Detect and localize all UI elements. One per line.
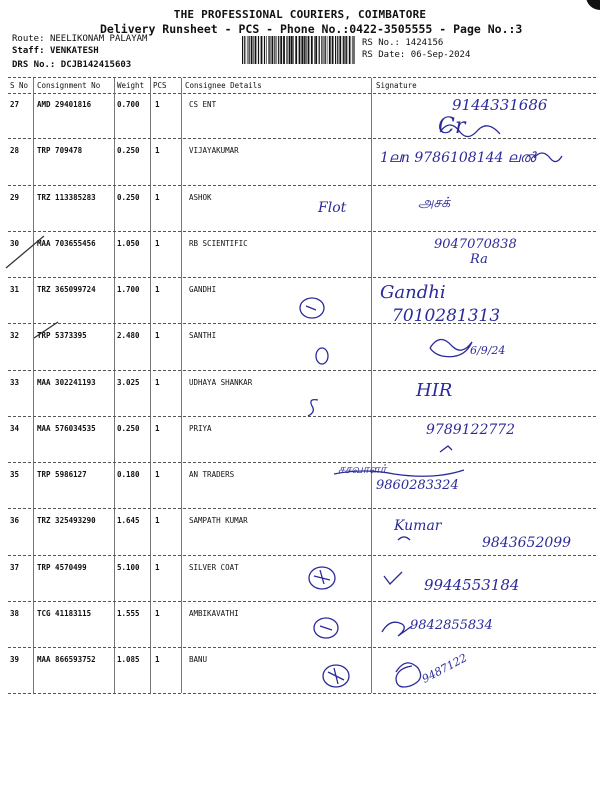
handwriting-phone-38: 9842855834 xyxy=(410,618,493,633)
ink-swirl-27 xyxy=(440,125,500,137)
row-sno: 36 xyxy=(10,516,20,526)
handwriting-sign-36: Kumar xyxy=(394,518,442,534)
ink-wave-35 xyxy=(334,470,464,476)
handwriting-phone-35: 9860283324 xyxy=(376,478,459,493)
company-name: THE PROFESSIONAL COURIERS, COIMBATORE xyxy=(173,8,427,21)
row-weight: 0.250 xyxy=(117,146,140,156)
handwriting-sign-28: 1ലn 9786108144 ലൽ xyxy=(380,150,536,166)
circle-dot-31 xyxy=(306,306,316,310)
row-consignee: ASHOK xyxy=(189,192,212,202)
ink-scribble-39 xyxy=(396,663,421,687)
circle-cross-37 xyxy=(314,570,330,584)
ink-hook-33 xyxy=(308,400,318,416)
rs-date-value: 06-Sep-2024 xyxy=(410,50,471,60)
row-consignee: PRIYA xyxy=(189,423,212,433)
row-weight: 1.645 xyxy=(117,516,140,526)
row-weight: 0.250 xyxy=(117,192,140,202)
row-pcs: 1 xyxy=(155,192,160,202)
route-label: Route: xyxy=(12,34,45,44)
row-consignment: TRZ 325493290 xyxy=(37,516,96,526)
handwriting-phone-30: 9047070838 xyxy=(434,237,517,252)
row-consignment: AMD 29401816 xyxy=(37,100,92,109)
row-pcs: 1 xyxy=(155,285,160,294)
handwriting-sign-35: சசவாளர் xyxy=(338,462,387,476)
drs-value: DCJB142415603 xyxy=(60,60,132,70)
row-consignee: CS ENT xyxy=(189,100,217,109)
handwriting-phone-39: 9487122 xyxy=(419,651,470,686)
rs-no-label: RS No.: xyxy=(362,38,400,48)
staff-value: VENKATESH xyxy=(49,46,99,56)
handwriting-sign-31: Gandhi xyxy=(380,282,446,303)
handwriting-sign-29: அசக் xyxy=(418,195,451,211)
row-sno: 27 xyxy=(10,100,20,109)
col-signature: Signature xyxy=(376,81,417,90)
row-weight: 5.100 xyxy=(117,562,140,572)
row-sno: 34 xyxy=(10,423,20,433)
row-sno: 30 xyxy=(10,238,20,248)
row-pcs: 1 xyxy=(155,146,160,156)
row-pcs: 1 xyxy=(155,423,160,433)
row-sno: 35 xyxy=(10,470,20,479)
row-weight: 2.480 xyxy=(117,331,140,341)
row-consignment: TRP 709478 xyxy=(37,146,83,156)
drs-label: DRS No.: xyxy=(12,60,56,70)
row-sno: 31 xyxy=(10,285,20,294)
row-consignee: UDHAYA SHANKAR xyxy=(189,377,253,387)
row-consignee: SANTHI xyxy=(189,331,217,341)
row-pcs: 1 xyxy=(155,377,160,387)
row-pcs: 1 xyxy=(155,608,160,618)
route-value: NEELIKONAM PALAYAM xyxy=(49,34,148,44)
circle-cross-38 xyxy=(320,626,332,630)
row-sno: 38 xyxy=(10,608,20,618)
row-consignment: TCG 41183115 xyxy=(37,608,92,618)
row-consignment: MAA 576034535 xyxy=(37,423,96,433)
rs-date-label: RS Date: xyxy=(362,50,406,60)
row-consignee: VIJAYAKUMAR xyxy=(189,146,239,156)
handwriting-sign-27: Cr xyxy=(438,114,466,139)
row-consignment: TRZ 113385283 xyxy=(37,192,96,202)
rs-no-value: 1424156 xyxy=(405,38,444,48)
row-consignment: MAA 703655456 xyxy=(37,238,96,248)
row-sno: 33 xyxy=(10,377,20,387)
row-consignment: TRP 5373395 xyxy=(37,331,87,341)
row-pcs: 1 xyxy=(155,100,160,109)
row-pcs: 1 xyxy=(155,562,160,572)
col-pcs: PCS xyxy=(153,81,167,90)
row-consignment: MAA 866593752 xyxy=(37,655,96,664)
circle-mark-32 xyxy=(316,348,328,364)
row-weight: 1.700 xyxy=(117,285,140,294)
row-weight: 0.250 xyxy=(117,423,140,433)
ink-scribble-36 xyxy=(398,537,410,540)
row-weight: 0.180 xyxy=(117,470,140,479)
row-consignee: SAMPATH KUMAR xyxy=(189,516,248,526)
row-weight: 3.025 xyxy=(117,377,140,387)
handwriting-phone-34: 9789122772 xyxy=(426,422,516,438)
handwriting-sign-30: Ra xyxy=(470,252,488,267)
row-consignment: TRP 4570499 xyxy=(37,562,87,572)
col-consignee: Consignee Details xyxy=(185,81,262,90)
staff-label: Staff: xyxy=(12,46,45,56)
row-consignee: RB SCIENTIFIC xyxy=(189,238,248,248)
row-consignment: TRZ 365099724 xyxy=(37,285,96,294)
row-consignee: BANU xyxy=(189,655,208,664)
handwriting-date-32: 6/9/24 xyxy=(470,344,506,357)
col-sno: S No xyxy=(10,81,29,90)
row-pcs: 1 xyxy=(155,516,160,526)
row-pcs: 1 xyxy=(155,470,160,479)
row-pcs: 1 xyxy=(155,655,160,664)
col-consignment: Consignment No xyxy=(37,81,101,90)
ink-slash-30 xyxy=(6,236,44,268)
row-sno: 32 xyxy=(10,331,20,341)
row-consignee: AN TRADERS xyxy=(189,470,235,479)
ink-scribble-38 xyxy=(382,622,412,636)
col-weight: Weight xyxy=(117,81,145,90)
ink-tick-34 xyxy=(440,446,452,452)
handwriting-phone-27: 9144331686 xyxy=(452,96,548,114)
circle-cross-39 xyxy=(328,668,344,684)
row-weight: 0.700 xyxy=(117,100,140,109)
runsheet-title: Delivery Runsheet - PCS - Phone No.:0422-3505555 - Page No.:3 xyxy=(100,22,523,36)
ink-tick-37 xyxy=(384,572,402,584)
row-consignee: SILVER COAT xyxy=(189,562,239,572)
handwriting-note-29: Flot xyxy=(318,200,347,216)
row-sno: 29 xyxy=(10,192,20,202)
row-weight: 1.555 xyxy=(117,608,140,618)
handwriting-phone-36: 9843652099 xyxy=(482,535,572,551)
handwriting-phone-37: 9944553184 xyxy=(424,576,520,594)
row-weight: 1.050 xyxy=(117,238,140,248)
ink-scribble-32 xyxy=(430,339,472,356)
row-weight: 1.085 xyxy=(117,655,140,664)
row-consignment: MAA 302241193 xyxy=(37,377,96,387)
row-consignee: GANDHI xyxy=(189,285,217,294)
row-sno: 28 xyxy=(10,146,20,156)
row-consignee: AMBIKAVATHI xyxy=(189,608,239,618)
row-consignment: TRP 5986127 xyxy=(37,470,87,479)
row-pcs: 1 xyxy=(155,238,160,248)
row-pcs: 1 xyxy=(155,331,160,341)
ink-squiggle-28 xyxy=(534,153,562,162)
row-sno: 37 xyxy=(10,562,20,572)
handwriting-phone-31: 7010281313 xyxy=(392,306,501,326)
row-sno: 39 xyxy=(10,655,20,664)
handwriting-sign-33: HIR xyxy=(416,380,453,401)
ink-slash-32 xyxy=(34,322,58,338)
